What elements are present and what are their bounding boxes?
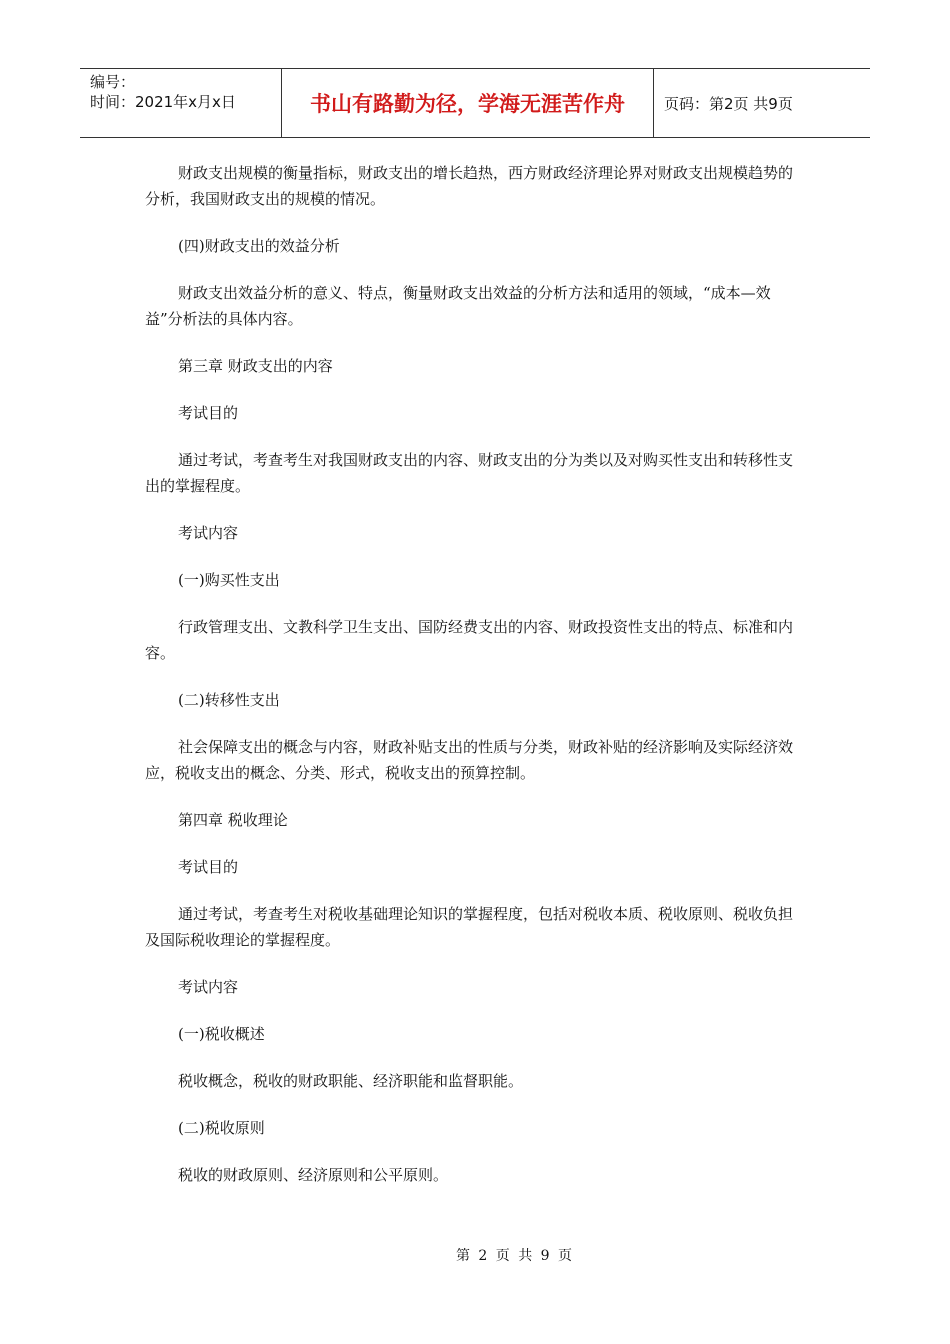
- paragraph: 通过考试，考查考生对税收基础理论知识的掌握程度，包括对税收本质、税收原则、税收负担及国际税收理论的掌握程度。: [145, 905, 794, 949]
- header-meta: [80, 69, 282, 137]
- page-header: [80, 68, 870, 138]
- header-page-info: 页码：第2页 共9页: [664, 94, 793, 113]
- paragraph: 财政支出规模的衡量指标，财政支出的增长趋热，西方财政经济理论界对财政支出规模趋势的分析，我国财政支出的规模的情况。: [145, 164, 794, 208]
- section-heading: (二)转移性支出: [178, 691, 280, 709]
- paragraph: 通过考试，考查考生对我国财政支出的内容、财政支出的分为类以及对购买性支出和转移性支出的掌握程度。: [145, 451, 794, 495]
- paragraph: 社会保障支出的概念与内容，财政补贴支出的性质与分类，财政补贴的经济影响及实际经济效应，税收支出的概念、分类、形式，税收支出的预算控制。: [145, 738, 794, 782]
- paragraph: 财政支出效益分析的意义、特点，衡量财政支出效益的分析方法和适用的领域，“成本—效益”分析法的具体内容。: [145, 284, 771, 328]
- subheading: 考试内容: [178, 524, 239, 542]
- document-body: [145, 160, 805, 1209]
- section-heading: (一)购买性支出: [178, 571, 280, 589]
- section-heading: (四)财政支出的效益分析: [178, 237, 340, 255]
- header-motto: 书山有路勤为径，学海无涯苦作舟: [282, 69, 654, 137]
- section-heading: (一)税收概述: [178, 1025, 265, 1043]
- paragraph: 税收概念，税收的财政职能、经济职能和监督职能。: [178, 1072, 524, 1090]
- chapter-heading: 第三章 财政支出的内容: [178, 357, 333, 375]
- footer-page-number: 第 2 页 共 9 页: [455, 1248, 575, 1264]
- serial-label: 编号：: [90, 73, 136, 91]
- page-footer: [0, 1245, 950, 1265]
- paragraph: 行政管理支出、文教科学卫生支出、国防经费支出的内容、财政投资性支出的特点、标准和内容。: [145, 618, 794, 662]
- section-heading: (二)税收原则: [178, 1119, 265, 1137]
- subheading: 考试内容: [178, 978, 239, 996]
- subheading: 考试目的: [178, 404, 239, 422]
- paragraph: 税收的财政原则、经济原则和公平原则。: [178, 1166, 449, 1184]
- date-label: 时间：2021年x月x日: [90, 93, 236, 111]
- subheading: 考试目的: [178, 858, 239, 876]
- chapter-heading: 第四章 税收理论: [178, 811, 288, 829]
